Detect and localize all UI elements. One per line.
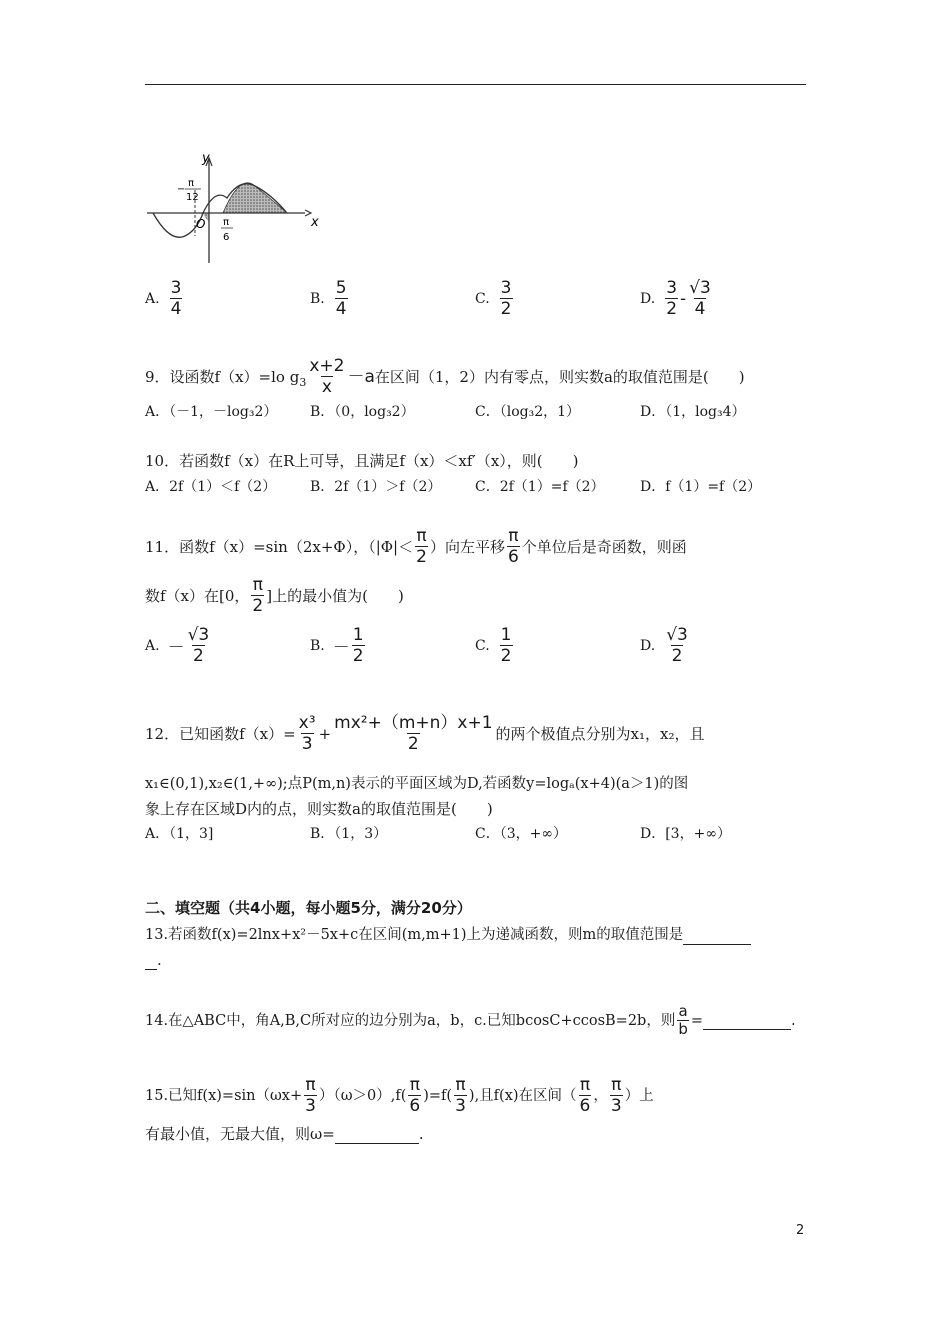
q10-stem: 10．若函数f（x）在R上可导，且满足f（x）＜xf′（x），则( ) (145, 452, 579, 470)
q11-stem-line2: 数f（x）在[0， $\frac{\pi}{2}$ ]上的最小值为( ) (145, 575, 404, 616)
q8-option-b[interactable]: B. $\frac{5}{4}$ (310, 278, 347, 319)
q12-stem-line1: 12．已知函数f（x）= $\frac{\text{x³}}{3}$ + $\frac{\text{mx²+（m+n）x+1}}{2}$ 的两个极值点分别为x₁，x₂，且 (145, 713, 705, 754)
q12-option-b[interactable]: B．（1，3） (310, 826, 388, 842)
q11-option-a[interactable]: A. － $\frac{√3}{2}$ (145, 625, 210, 666)
neg-label-num: π (188, 178, 195, 189)
pos-label-den: 6 (223, 232, 230, 243)
q14-answer-blank[interactable] (703, 1011, 791, 1030)
q11-option-b[interactable]: B. － $\frac{1}{2}$ (310, 625, 364, 666)
q12-option-c[interactable]: C．（3，+∞） (475, 826, 568, 842)
q9-option-d[interactable]: D．（1，log₃4） (640, 404, 746, 420)
neg-label-minus: − (177, 184, 186, 195)
q12-stem-line3: 象上存在区域D内的点，则实数a的取值范围是( ) (145, 800, 493, 818)
q9-option-b[interactable]: B．（0，log₃2） (310, 404, 415, 420)
q8-option-d[interactable]: D. $\frac{3}{2}$ - $\frac{√3}{4}$ (640, 278, 711, 319)
q13-stem: 13.若函数f(x)=2lnx+x²－5x+c在区间(m,m+1)上为递减函数，则m的取值范围是 (145, 925, 751, 945)
header-rule (145, 84, 806, 85)
q12-option-d[interactable]: D．[3，+∞） (640, 826, 731, 842)
q9-stem: 9．设函数f（x）=lo g 3 $\frac{x+2}{x}$ －a 在区间（1，2）内有零点，则实数a的取值范围是( ) (145, 356, 745, 397)
section-title: 二、填空题（共4小题，每小题5分，满分20分） (145, 899, 472, 917)
q8-option-a[interactable]: A. $\frac{3}{4}$ (145, 278, 182, 319)
q10-option-b[interactable]: B．2f（1）＞f（2） (310, 479, 442, 495)
q10-option-d[interactable]: D．f（1）=f（2） (640, 479, 762, 495)
neg-label-den: 12 (186, 192, 199, 203)
q12-stem-line2: x₁∈(0,1),x₂∈(1,+∞);点P(m,n)表示的平面区域为D,若函数y=logₐ(x+4)(a＞1)的图 (145, 776, 689, 792)
q12-option-a[interactable]: A．（1，3] (145, 826, 214, 842)
origin-label: O (196, 217, 206, 231)
q11-option-c[interactable]: C. $\frac{1}{2}$ (475, 625, 512, 666)
q14-stem: 14.在△ABC中，角A,B,C所对应的边分别为a，b，c.已知bcosC+ccosB=2b，则 $\frac{a}{b}$ = . (145, 1002, 796, 1038)
page-number: 2 (796, 1223, 805, 1238)
q8-option-c[interactable]: C. $\frac{3}{2}$ (475, 278, 512, 319)
q13-answer-blank-cont[interactable] (145, 951, 157, 970)
shaded-region-right (223, 183, 287, 213)
q13-stem-tail: . (145, 950, 162, 970)
q15-stem-line2: 有最小值，无最大值，则ω= . (145, 1125, 424, 1143)
y-axis-label: y (202, 151, 210, 166)
q15-stem-line1: 15.已知f(x)=sin（ωx+ $\frac{\pi}{3}$ ）（ω＞0）,f( $\frac{\pi}{6}$ )=f( $\frac{\pi}{3}$ ),且f(x)在区间（ $\frac{\pi}{6}$ ， $\frac{\pi}{3}$ ）上 (145, 1075, 654, 1116)
q9-option-c[interactable]: C．（log₃2，1） (475, 404, 581, 420)
q15-answer-blank[interactable] (335, 1125, 419, 1144)
q10-option-a[interactable]: A．2f（1）＜f（2） (145, 479, 277, 495)
q10-option-c[interactable]: C．2f（1）=f（2） (475, 479, 605, 495)
q11-stem-line1: 11．函数f（x）=sin（2x+Φ），（|Φ|＜ $\frac{\pi}{2}$ ）向左平移 $\frac{\pi}{6}$ 个单位后是奇函数，则函 (145, 526, 687, 567)
q13-answer-blank[interactable] (683, 926, 751, 945)
q11-option-d[interactable]: D. $\frac{√3}{2}$ (640, 625, 688, 666)
sine-graph-figure (145, 148, 325, 266)
pos-label-num: π (223, 217, 230, 228)
x-axis-label: x (311, 215, 319, 230)
q9-option-a[interactable]: A．（－1，－log₃2） (145, 404, 278, 420)
